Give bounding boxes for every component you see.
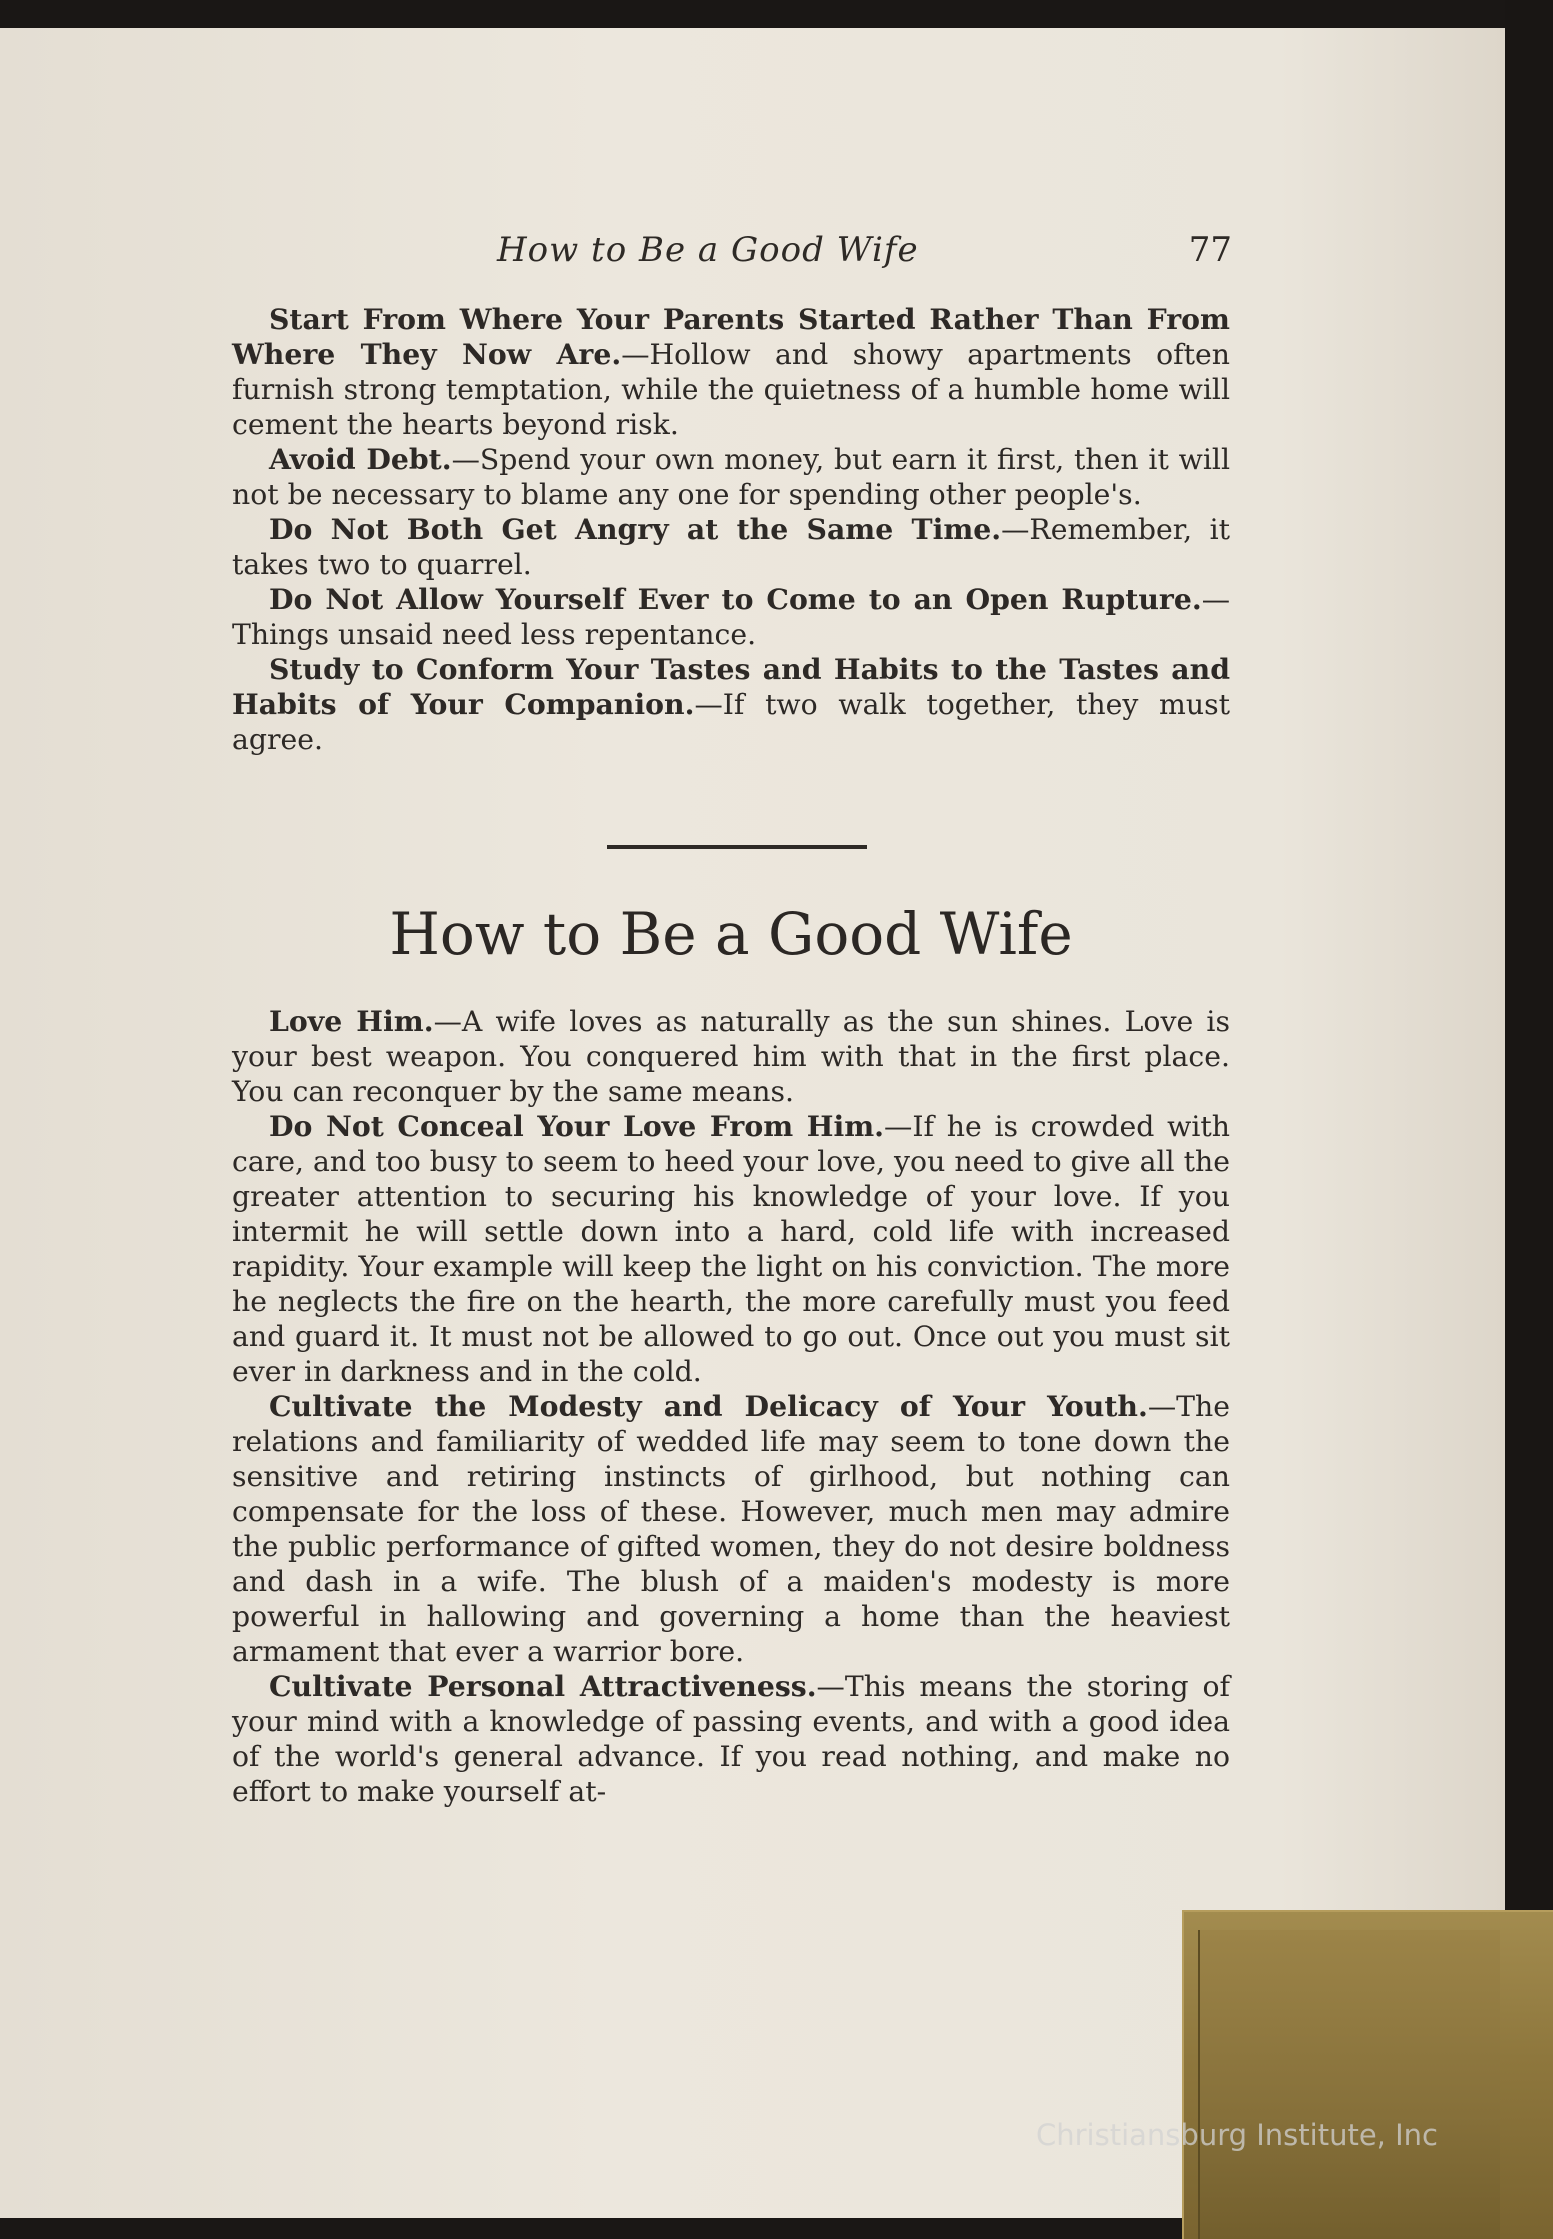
dark-background (1505, 0, 1553, 2239)
paragraph-body: —Things unsaid need less repentance. (232, 583, 1230, 651)
paragraph (232, 1389, 1230, 1669)
paragraph-heading: Cultivate Personal Attractiveness. (269, 1669, 817, 1703)
paragraph-heading: Do Not Conceal Your Love From Him. (269, 1109, 885, 1143)
paragraph-body: —Hollow and showy apartments often furnish strong temptation, while the quietness of a humble home will cement the hearts beyond risk. (232, 338, 1230, 441)
paragraph-heading: Start From Where Your Parents Started Rather Than From Where They Now Are. (232, 302, 1230, 371)
section-1-text (232, 302, 1230, 757)
paragraph-heading: Do Not Both Get Angry at the Same Time. (269, 512, 1002, 546)
paragraph-heading: Study to Conform Your Tastes and Habits to the Tastes and Habits of Your Companion. (232, 652, 1230, 721)
section-divider (607, 845, 867, 849)
running-title: How to Be a Good Wife (497, 230, 919, 270)
paragraph-body: —Remember, it takes two to quarrel. (232, 513, 1230, 581)
paragraph (232, 652, 1230, 757)
paragraph-body: —If two walk together, they must agree. (232, 688, 1230, 756)
paragraph-body: —The relations and familiarity of wedded life may seem to tone down the sensitive and retiring instincts of girlhood, but nothing can compensate for the loss of these. However, much men may admire the public performance of gifted women, they do not desire boldness and dash in a wife. The blush of a maiden's modesty is more powerful in hallowing and governing a home than the heaviest armament that ever a warrior bore. (232, 1390, 1230, 1668)
paragraph-heading: Cultivate the Modesty and Delicacy of Your Youth. (269, 1389, 1148, 1423)
paragraph (232, 1004, 1230, 1109)
watermark: Christiansburg Institute, Inc (1036, 2118, 1438, 2152)
paragraph (232, 512, 1230, 582)
paragraph-body: —If he is crowded with care, and too busy to seem to heed your love, you need to give all the greater attention to securing his knowledge of your love. If you intermit he will settle down into a hard, cold life with increased rapidity. Your example will keep the light on his conviction. The more he neglects the fire on the hearth, the more carefully must you feed and guard it. It must not be allowed to go out. Once out you must sit ever in darkness and in the cold. (232, 1110, 1230, 1388)
paragraph-body: —Spend your own money, but earn it first, then it will not be necessary to blame any one for spending other people's. (232, 443, 1230, 511)
paragraph (232, 302, 1230, 442)
paragraph (232, 1109, 1230, 1389)
paragraph (232, 1669, 1230, 1809)
paragraph-body: —This means the storing of your mind with a knowledge of passing events, and with a good idea of the world's general advance. If you read nothing, and make no effort to make yourself at- (232, 1670, 1230, 1808)
section-2-text (232, 1004, 1230, 1809)
paragraph (232, 442, 1230, 512)
paragraph-heading: Love Him. (269, 1004, 434, 1038)
paragraph-heading: Avoid Debt. (269, 442, 452, 476)
paragraph-heading: Do Not Allow Yourself Ever to Come to an Open Rupture. (269, 582, 1202, 616)
section-title: How to Be a Good Wife (389, 900, 1073, 968)
paragraph-body: —A wife loves as naturally as the sun shines. Love is your best weapon. You conquered him with that in the first place. You can reconquer by the same means. (232, 1005, 1230, 1108)
page-header (232, 230, 1232, 276)
page-number: 77 (1188, 230, 1232, 270)
gold-box (1198, 1930, 1500, 2239)
paragraph (232, 582, 1230, 652)
